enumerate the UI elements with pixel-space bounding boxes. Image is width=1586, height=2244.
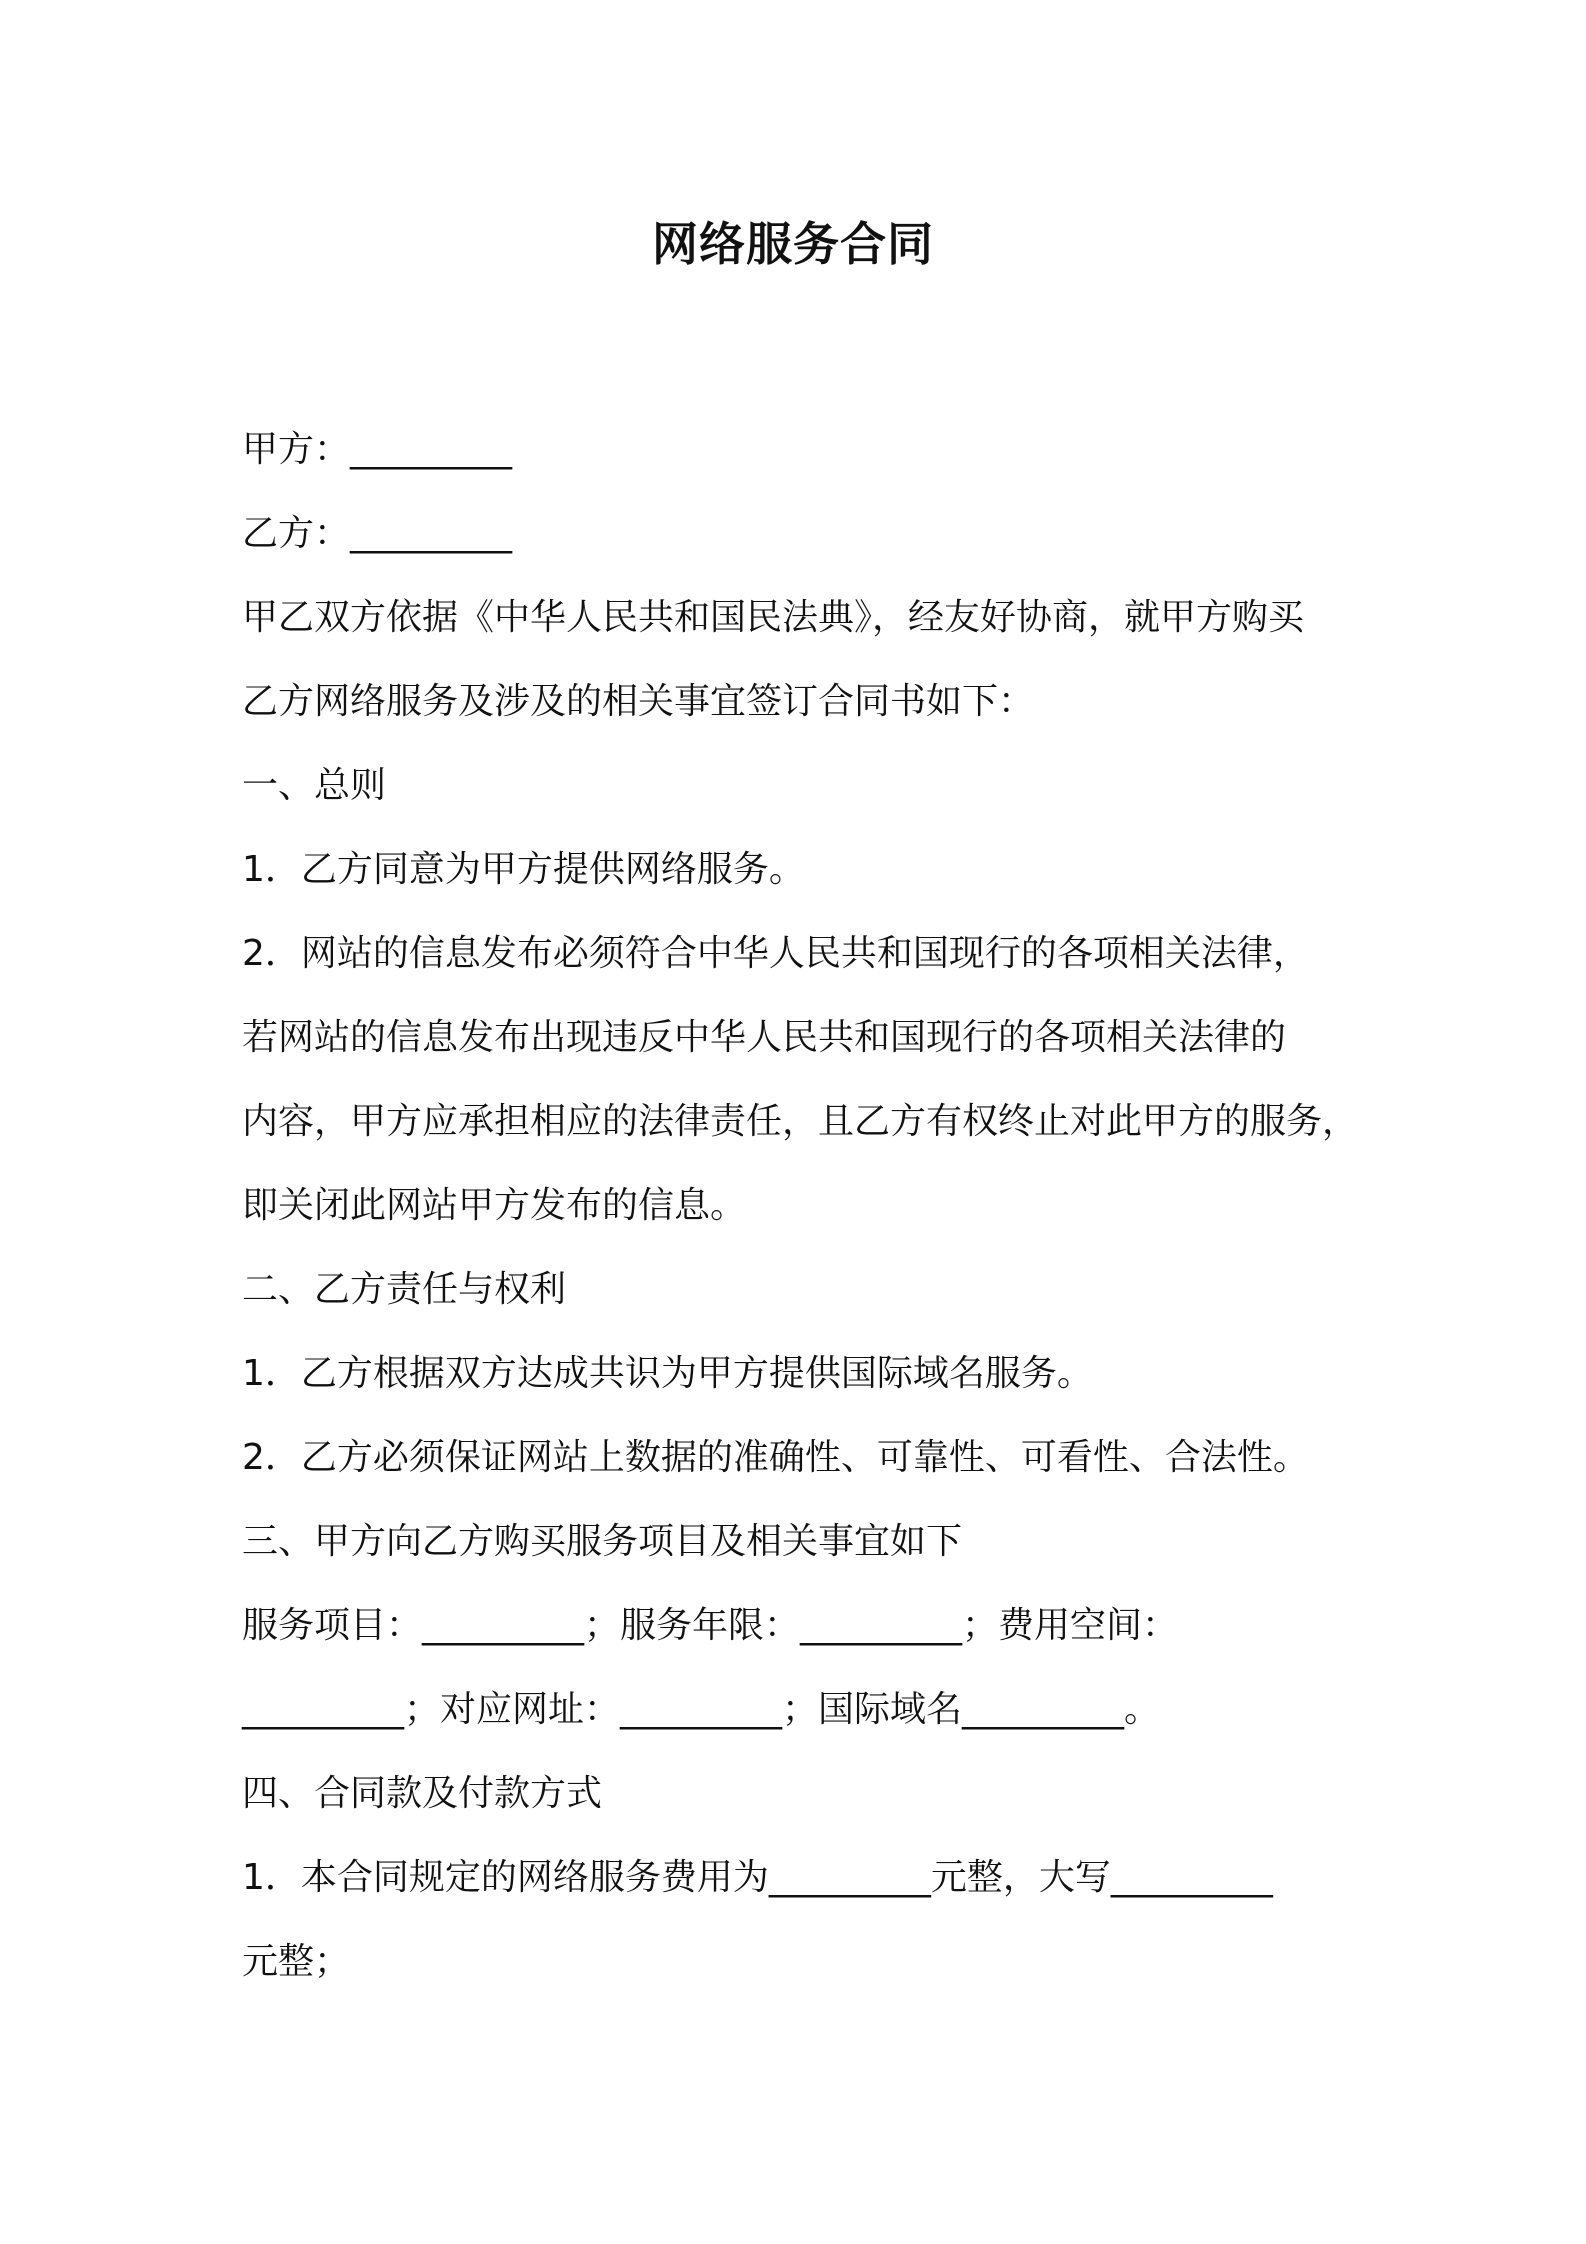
- section-heading-payment: 四、合同款及付款方式: [242, 1773, 603, 1814]
- section-heading-service-items: 三、甲方向乙方购买服务项目及相关事宜如下: [242, 1521, 963, 1562]
- payment-clause-line-1: 1．本合同规定的网络服务费用为_________元整，大写_________: [242, 1857, 1273, 1898]
- clause-line: 即关闭此网站甲方发布的信息。: [242, 1185, 747, 1226]
- service-fields-line-1: 服务项目：_________；服务年限：_________；费用空间：: [242, 1605, 1179, 1646]
- section-heading-party-b-duties: 二、乙方责任与权利: [242, 1269, 567, 1310]
- preamble-line-1: 甲乙双方依据《中华人民共和国民法典》，经友好协商，就甲方购买: [242, 597, 1305, 638]
- payment-clause-line-2: 元整；: [242, 1941, 351, 1982]
- service-fields-line-2: _________；对应网址：_________；国际域名_________。: [242, 1689, 1161, 1730]
- section-heading-general: 一、总则: [242, 765, 387, 806]
- party-a-line: 甲方：_________: [242, 429, 513, 470]
- clause-line: 2．乙方必须保证网站上数据的准确性、可靠性、可看性、合法性。: [242, 1437, 1309, 1478]
- document-body: [242, 408, 1362, 2004]
- preamble-line-2: 乙方网络服务及涉及的相关事宜签订合同书如下：: [242, 681, 1035, 722]
- document-title: 网络服务合同: [652, 217, 934, 271]
- clause-line: 若网站的信息发布出现违反中华人民共和国现行的各项相关法律的: [242, 1017, 1287, 1058]
- clause-line: 内容，甲方应承担相应的法律责任，且乙方有权终止对此甲方的服务，: [242, 1101, 1359, 1142]
- clause-line: 2．网站的信息发布必须符合中华人民共和国现行的各项相关法律，: [242, 933, 1309, 974]
- party-b-line: 乙方：_________: [242, 513, 513, 554]
- clause-line: 1．乙方根据双方达成共识为甲方提供国际域名服务。: [242, 1353, 1093, 1394]
- clause-line: 1．乙方同意为甲方提供网络服务。: [242, 849, 805, 890]
